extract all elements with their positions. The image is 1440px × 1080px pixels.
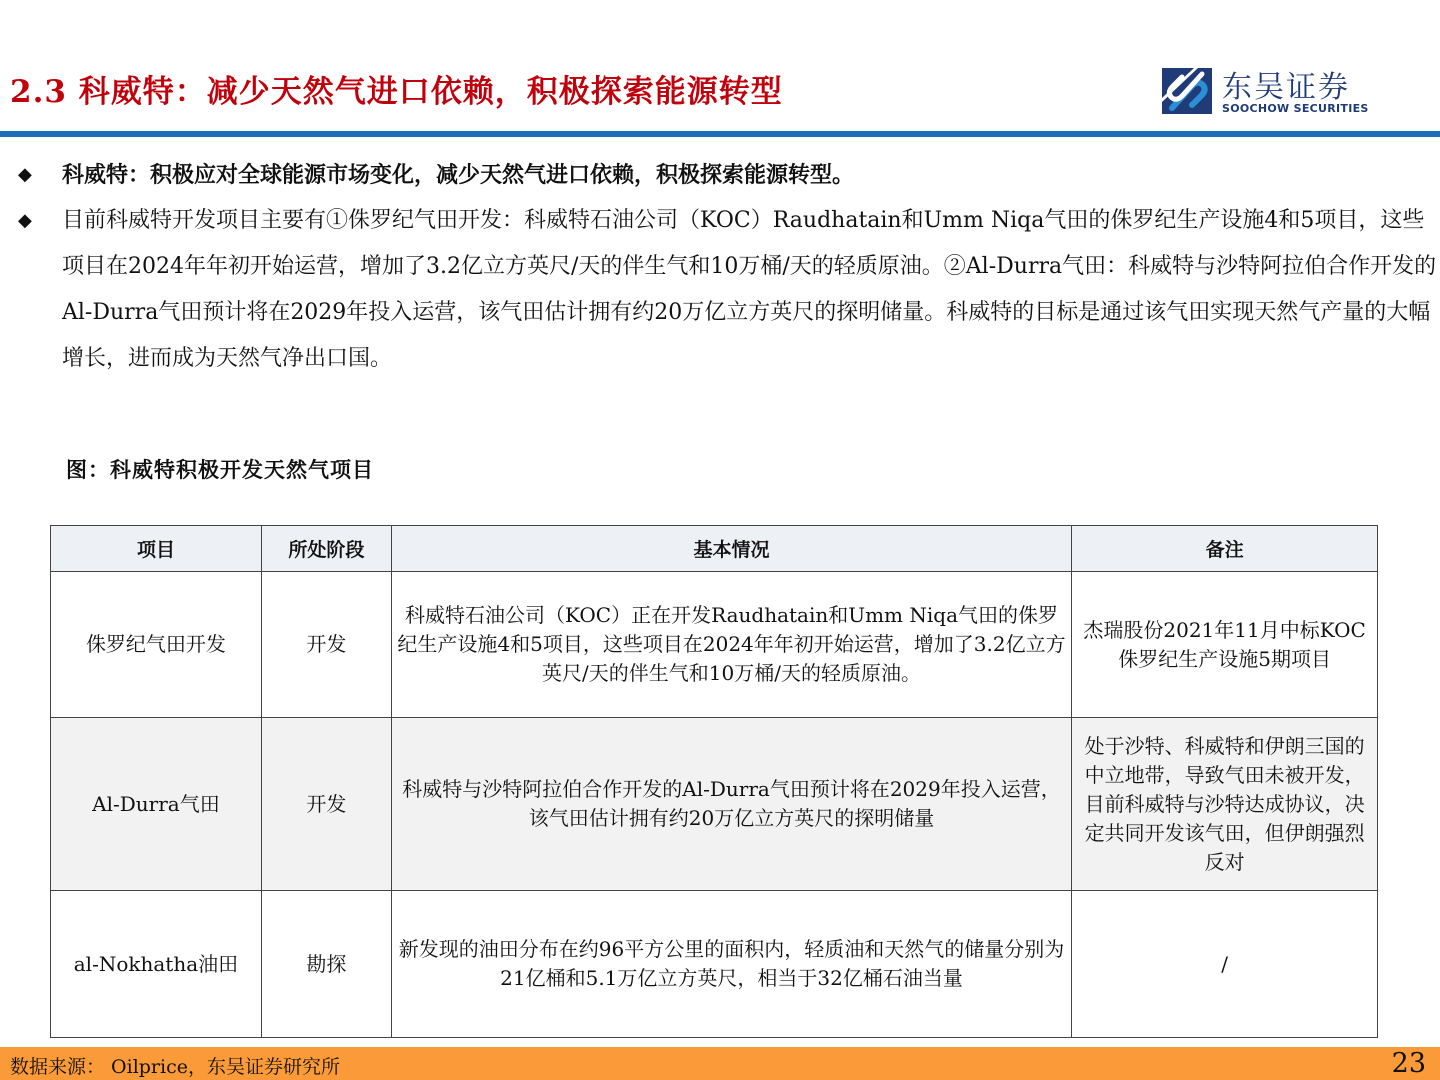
diamond-bullet-icon: ◆	[18, 164, 32, 185]
projects-table	[50, 525, 1378, 1038]
cell-description: 新发现的油田分布在约96平方公里的面积内，轻质油和天然气的储量分别为21亿桶和5.1万亿立方英尺，相当于32亿桶石油当量	[391, 891, 1071, 1038]
data-source: 数据来源： Oilprice，东吴证券研究所	[10, 1056, 340, 1078]
column-header-stage: 所处阶段	[261, 526, 391, 572]
logo-name-en: SOOCHOW SECURITIES	[1222, 102, 1369, 115]
table-header-row	[51, 526, 1378, 572]
bullet-text: 科威特：积极应对全球能源市场变化，减少天然气进口依赖，积极探索能源转型。	[62, 162, 855, 188]
cell-description: 科威特与沙特阿拉伯合作开发的Al-Durra气田预计将在2029年投入运营，该气田估计拥有约20万亿立方英尺的探明储量	[391, 718, 1071, 891]
company-logo	[1162, 66, 1372, 118]
cell-description: 科威特石油公司（KOC）正在开发Raudhatain和Umm Niqa气田的侏罗纪生产设施4和5项目，这些项目在2024年年初开始运营，增加了3.2亿立方英尺/天的伴生气和10万桶/天的轻质原油。	[391, 572, 1071, 718]
bullet-text: 目前科威特开发项目主要有①侏罗纪气田开发：科威特石油公司（KOC）Raudhatain和Umm Niqa气田的侏罗纪生产设施4和5项目，这些项目在2024年年初开始运营，增加了3.2亿立方英尺/天的伴生气和10万桶/天的轻质原油。②Al-Durra气田：科威特与沙特阿拉伯合作开发的Al-Durra气田预计将在2029年投入运营，该气田估计拥有约20万亿立方英尺的探明储量。科威特的目标是通过该气田实现天然气产量的大幅增长，进而成为天然气净出口国。	[62, 208, 1437, 371]
cell-stage: 开发	[261, 718, 391, 891]
bullet-item	[18, 152, 1438, 198]
table-row	[51, 718, 1378, 891]
cell-note: 杰瑞股份2021年11月中标KOC侏罗纪生产设施5期项目	[1072, 572, 1378, 718]
header-divider	[0, 131, 1440, 137]
cell-stage: 勘探	[261, 891, 391, 1038]
section-title: 2.3 科威特：减少天然气进口依赖，积极探索能源转型	[10, 74, 783, 110]
cell-project: Al-Durra气田	[51, 718, 262, 891]
cell-project: al-Nokhatha油田	[51, 891, 262, 1038]
page-number: 23	[1391, 1048, 1426, 1079]
cell-note: 处于沙特、科威特和伊朗三国的中立地带，导致气田未被开发，目前科威特与沙特达成协议，决定共同开发该气田，但伊朗强烈反对	[1072, 718, 1378, 891]
soochow-logo-icon	[1162, 68, 1212, 114]
figure-caption: 图：科威特积极开发天然气项目	[66, 457, 374, 482]
table-row	[51, 891, 1378, 1038]
bullet-item	[18, 198, 1438, 382]
bullet-list	[18, 152, 1438, 382]
column-header-note: 备注	[1072, 526, 1378, 572]
table-row	[51, 572, 1378, 718]
cell-project: 侏罗纪气田开发	[51, 572, 262, 718]
cell-stage: 开发	[261, 572, 391, 718]
diamond-bullet-icon: ◆	[18, 210, 32, 231]
logo-name-cn: 东吴证券	[1222, 70, 1350, 105]
column-header-project: 项目	[51, 526, 262, 572]
cell-note: /	[1072, 891, 1378, 1038]
column-header-description: 基本情况	[391, 526, 1071, 572]
footer-bar	[0, 1047, 1440, 1080]
